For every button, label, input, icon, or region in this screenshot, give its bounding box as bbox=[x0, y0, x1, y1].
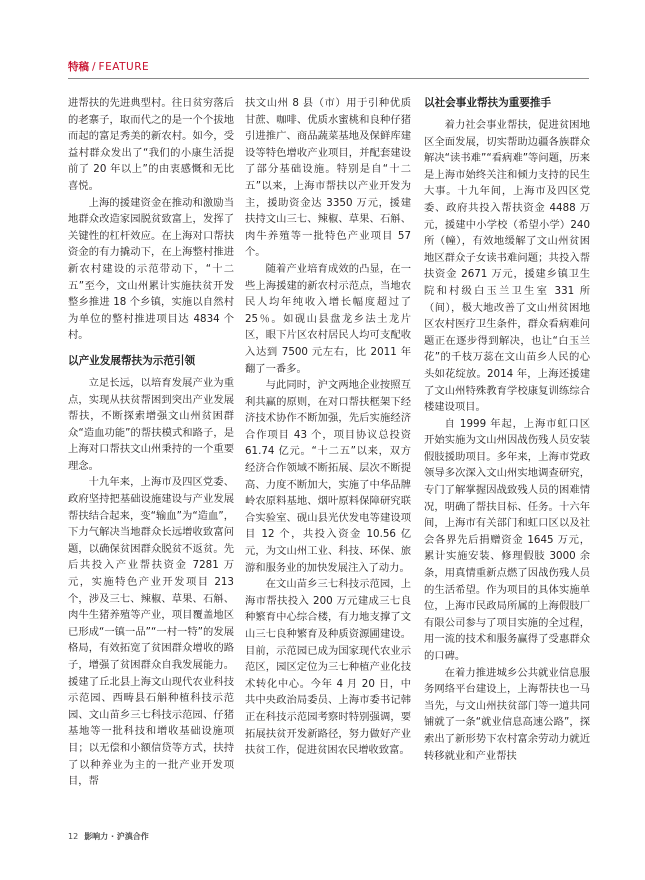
section-label: 特稿 bbox=[68, 61, 89, 73]
paragraph: 进帮扶的先进典型村。往日贫穷落后的老寨子，取而代之的是一个个拔地而起的富足秀美的新农村。如今，受益村群众发出了“我们的小康生活提前了 20 年以上”的由衷感慨和无比喜悦。 bbox=[68, 97, 234, 192]
paragraph: 着力社会事业帮扶，促进贫困地区全面发展，切实帮助边疆各族群众解决“读书难”“看病难”等问题，历来是上海市始终关注和倾力支持的民生大事。十九年间，上海市及四区党委、政府共投入帮扶资金 4488 万元，援建中小学校（希望小学）240 所（幢），有效地缓解了文山州贫困地区群众子女读书难问题；共投入帮扶资金 2671 万元，援建乡镇卫生院和村级白玉兰卫生室 331 所（间），极大地改善了文山州贫困地区农村医疗卫生条件，群众看病难问题正在逐步得到解决，也让“白玉兰花”的千枝万蕊在文山苗乡人民的心头如花绽放。2014 年，上海还援建了文山州特殊教育学校康复训练综合楼建设项目。 bbox=[424, 119, 590, 414]
paragraph: 在文山苗乡三七科技示范园，上海市帮扶投入 200 万元建成三七良种繁育中心综合楼，有力地支撑了文山三七良种繁育及种质资源圃建设。目前，示范园已成为国家现代农业示范区，园区定位为三七种植产业化技术转化中心。今年 4 月 20 日，中共中央政治局委员、上海市委书记韩正在科技示范园考察时特别强调，要拓展扶贫开发新路径，努力做好产业扶贫工作，促进贫困农民增收致富。 bbox=[245, 578, 411, 757]
page-footer bbox=[68, 830, 149, 844]
paragraph: 十九年来，上海市及四区党委、政府坚持把基础设施建设与产业发展帮扶结合起来，变“输血”为“造血”，下力气解决当地群众长远增收致富问题，以确保贫困群众脱贫不返贫。先后共投入产业帮扶资金 7281 万元，实施特色产业开发项目 213 个，涉及三七、辣椒、草果、石斛、肉牛生猪养殖等产业，项目覆盖地区已形成“一镇一品”“一村一特”的发展格局，有效拓宽了贫困群众增收的路子，增强了贫困群众自我发展能力。援建了丘北县上海文山现代农业科技示范园、西畴县石斛种植科技示范园、文山苗乡三七科技示范园、仔猪基地等一批科技和增收基础设施项目；以无偿和小额信贷等方式，扶持了以种养业为主的一批产业开发项目，帮 bbox=[68, 476, 234, 788]
paragraph: 在着力推进城乡公共就业信息服务网络平台建设上，上海帮扶也一马当先，与文山州扶贫部门等一道共同铺就了一条“就业信息高速公路”，探索出了新形势下农村富余劳动力就近转移就业和产业帮扶 bbox=[424, 666, 590, 762]
section-header bbox=[68, 58, 588, 76]
magazine-name: 影响力 · 沪滇合作 bbox=[84, 832, 149, 841]
text-column-2 bbox=[245, 95, 411, 759]
paragraph: 扶文山州 8 县（市）用于引种优质甘蔗、咖啡、优质水蜜桃和良种仔猪引进推广、商品蔬菜基地及保鲜库建设等特色增收产业项目，并配套建设了部分基础设施。特别是自“十二五”以来，上海市帮扶以产业开发为主，援助资金达 3350 万元，援建扶持文山三七、辣椒、草果、石斛、肉牛养殖等一批特色产业项目 57 个。 bbox=[245, 97, 411, 259]
section-heading-industry: 以产业发展帮扶为示范引领 bbox=[68, 354, 196, 367]
paragraph: 与此同时，沪文两地企业按照互利共赢的原则，在对口帮扶框架下经济技术协作不断加强，先后实施经济合作项目 43 个，项目协议总投资 61.74 亿元。“十二五”以来，双方经济合作领域不断拓展、层次不断提高、力度不断加大，实施了中华品牌岭农原料基地、烟叶原料保障研究联合实验室、砚山县光伏发电等建设项目 12 个，共投入资金 10.56 亿元，为文山州工业、科技、环保、旅游和服务业的加快发展注入了动力。 bbox=[245, 379, 411, 574]
paragraph: 立足长远，以培育发展产业为重点，实现从扶贫帮困到突出产业发展帮扶，不断探索增强文山州贫困群众“造血功能”的帮扶模式和路子，是上海对口帮扶文山州秉持的一个重要理念。 bbox=[68, 376, 234, 472]
header-separator: / bbox=[92, 61, 96, 73]
section-heading-social: 以社会事业帮扶为重要推手 bbox=[424, 97, 552, 109]
feature-label: FEATURE bbox=[98, 61, 150, 73]
page-number: 12 bbox=[68, 832, 79, 841]
header-rule bbox=[68, 78, 589, 79]
paragraph: 自 1999 年起，上海市虹口区开始实施为文山州因战伤残人员安装假肢援助项目。多年来，上海市党政领导多次深入文山州实地调查研究，专门了解掌握因战致残人员的困难情况，明确了帮扶目标、任务。十六年间，上海市有关部门和虹口区以及社会各界先后捐赠资金 1645 万元，累计实施安装、修理假肢 3000 余条，用真情重新点燃了因战伤残人员的生活希望。作为项目的具体实施单位，上海市民政局所属的上海假肢厂有限公司参与了项目实施的全过程，用一流的技术和服务赢得了受惠群众的口碑。 bbox=[424, 417, 590, 662]
text-column-1 bbox=[68, 95, 234, 790]
paragraph: 随着产业培育成效的凸显，在一些上海援建的新农村示范点，当地农民人均年纯收入增长幅度超过了 25％。如砚山县盘龙乡法土龙片区，眼下片区农村居民人均可支配收入达到 7500 元左右，比 2011 年翻了一番多。 bbox=[245, 262, 411, 375]
text-column-3 bbox=[424, 95, 590, 764]
paragraph: 上海的援建资金在推动和激励当地群众改造家园脱贫致富上，发挥了关键性的杠杆效应。在上海对口帮扶资金的有力撬动下，在上海整村推进新农村建设的示范带动下，“十二五”至今，文山州累计实施扶贫开发整乡推进 18 个乡镇，实施以自然村为单位的整村推进项目达 4834 个村。 bbox=[68, 196, 234, 342]
